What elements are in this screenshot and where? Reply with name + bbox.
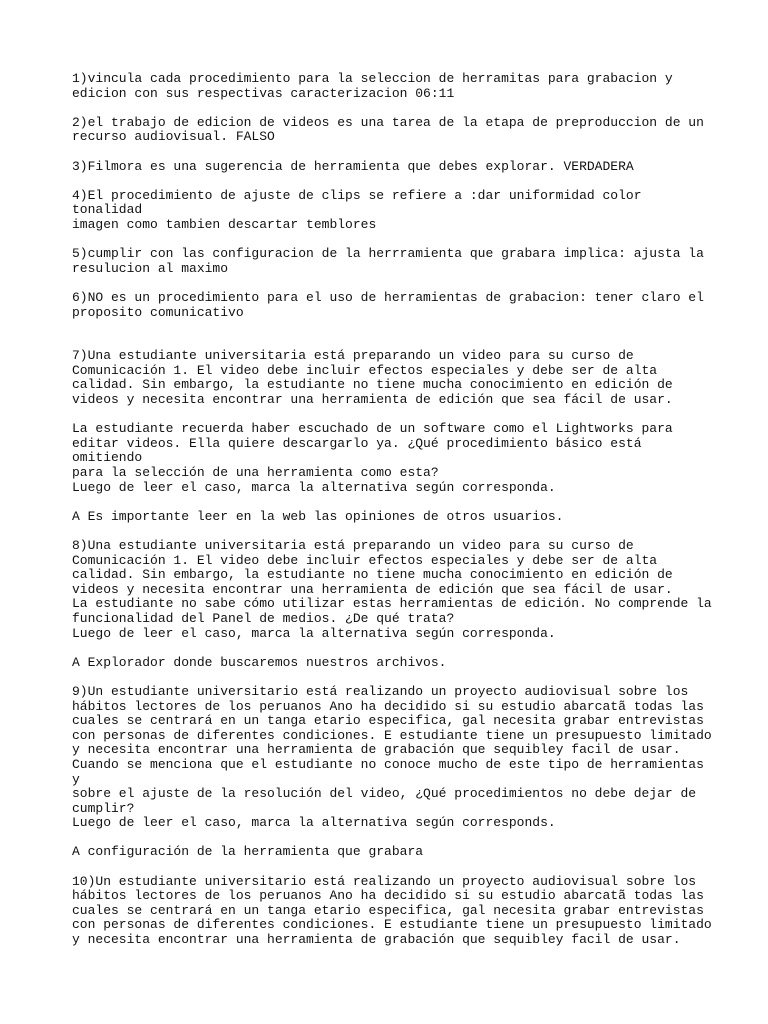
paragraph-q2: 2)el trabajo de edicion de videos es una tarea de la etapa de preproduccion de un recurso audiovisual. FALSO: [72, 114, 704, 145]
paragraph-q5: 5)cumplir con las configuracion de la herrramienta que grabara implica: ajusta la resulucion al maximo: [72, 246, 704, 276]
paragraph-q7-answer: A Es importante leer en la web las opiniones de otros usuarios.: [72, 508, 564, 524]
paragraph-q10: 10)Un estudiante universitario está realizando un proyecto audiovisual sobre los hábitos lectores de los peruanos Ano ha decidido si su estudio abarcatã todas las cuales se centrará en un tanga etario especifica, gal necesita grabar entrevistas con personas de diferentes condiciones. E estudiante tiene un presupuesto limitado y necesita encontrar una herramienta de grabación que sequibley facil de usar.: [72, 873, 712, 948]
paragraph-q8-answer: A Explorador donde buscaremos nuestros archivos.: [72, 654, 447, 670]
paragraph-q8: 8)Una estudiante universitaria está preparando un video para su curso de Comunicación 1. El video debe incluir efectos especiales y debe ser de alta calidad. Sin embargo, la estudiante no tiene mucha conocimiento en edición de videos y necesita encontrar una herramienta de edición que sea fácil de usar. La estudiante no sabe cómo utilizar estas herramientas de edición. No comprende la funcionalidad del Panel de medios. ¿De qué trata? Luego de leer el caso, marca la alternativa según corresponda.: [72, 538, 712, 641]
paragraph-q6: 6)NO es un procedimiento para el uso de herramientas de grabacion: tener claro el proposito comunicativo: [72, 289, 704, 320]
paragraph-q7-question: La estudiante recuerda haber escuchado de un software como el Lightworks para editar videos. Ella quiere descargarlo ya. ¿Qué procedimiento básico está omitiendo para la selección de una herramienta como esta? Luego de leer el caso, marca la alternativa según corresponda.: [72, 421, 673, 495]
paragraph-q9: 9)Un estudiante universitario está realizando un proyecto audiovisual sobre los hábitos lectores de los peruanos Ano ha decidido si su estudio abarcatã todas las cuales se centrará en un tanga etario especifica, gal necesita grabar entrevistas con personas de diferentes condiciones. E estudiante tiene un presupuesto limitado y necesita encontrar una herramienta de grabación que sequibley facil de usar. Cuando se menciona que el estudiante no conoce mucho de este tipo de herramientas y sobre el ajuste de la resolución del video, ¿Qué procedimientos no debe dejar de cumplir? Luego de leer el caso, marca la alternativa según corresponds.: [72, 683, 712, 831]
paragraph-q1: 1)vincula cada procedimiento para la seleccion de herramitas para grabacion y edicion con sus respectivas caracterizacion 06:11: [72, 71, 673, 101]
document-page: [72, 72, 712, 962]
paragraph-q4: 4)El procedimiento de ajuste de clips se refiere a :dar uniformidad color tonalidad imagen como tambien descartar temblores: [72, 187, 642, 232]
paragraph-q3: 3)Filmora es una sugerencia de herramienta que debes explorar. VERDADERA: [72, 158, 634, 174]
paragraph-q7-case: 7)Una estudiante universitaria está preparando un video para su curso de Comunicación 1. El video debe incluir efectos especiales y debe ser de alta calidad. Sin embargo, la estudiante no tiene mucha conocimiento en edición de videos y necesita encontrar una herramienta de edición que sea fácil de usar.: [72, 348, 673, 408]
paragraph-q9-answer: A configuración de la herramienta que grabara: [72, 844, 424, 860]
blank-line: [72, 335, 712, 350]
